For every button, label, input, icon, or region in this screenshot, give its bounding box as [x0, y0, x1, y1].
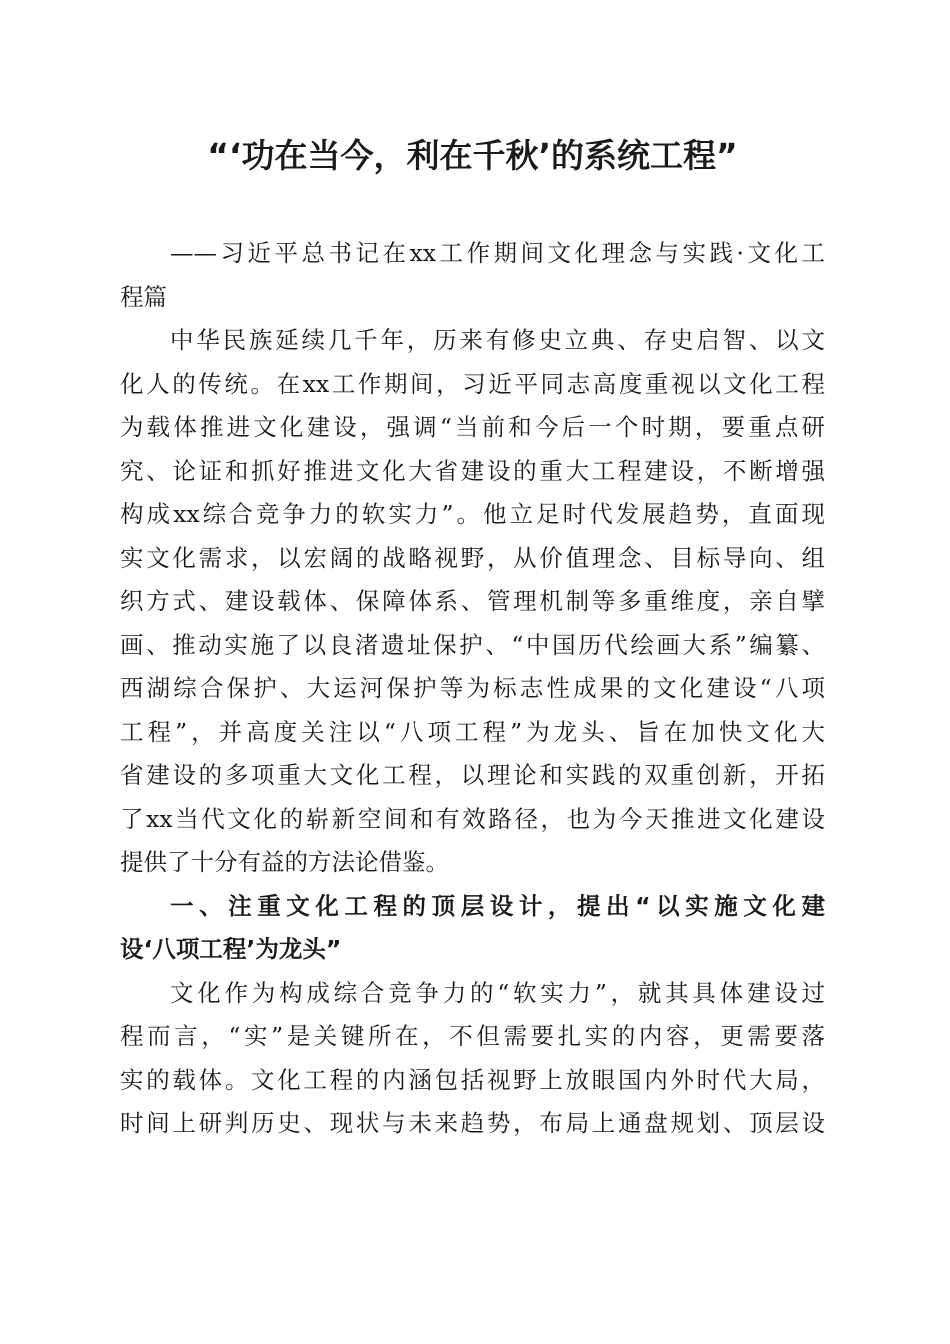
paragraph-line: 时间上研判历史、现状与未来趋势，布局上通盘规划、顶层设 [120, 1109, 825, 1137]
paragraph-line: 构成xx综合竞争力的软实力”。他立足时代发展趋势，直面现 [120, 500, 825, 528]
paragraph-line: 西湖综合保护、大运河保护等为标志性成果的文化建设“八项 [120, 674, 825, 702]
document-title: “‘功在当今，利在千秋’的系统工程” [207, 136, 738, 175]
paragraph-line: 化人的传统。在xx工作期间，习近平同志高度重视以文化工程 [120, 369, 825, 398]
section-heading-line: 一、注重文化工程的顶层设计，提出“以实施文化建 [170, 891, 825, 920]
paragraph-line: 究、论证和抓好推进文化大省建设的重大工程建设，不断增强 [120, 456, 825, 485]
paragraph-line: 实的载体。文化工程的内涵包括视野上放眼国内外时代大局， [120, 1065, 825, 1094]
paragraph-line: 中华民族延续几千年，历来有修史立典、存史启智、以文 [170, 326, 825, 354]
paragraph-line: 织方式、建设载体、保障体系、管理机制等多重维度，亲自擘 [120, 587, 825, 615]
paragraph-line: 画、推动实施了以良渚遗址保护、“中国历代绘画大系”编纂、 [120, 630, 825, 659]
paragraph-line: 文化作为构成综合竞争力的“软实力”，就其具体建设过 [170, 978, 825, 1007]
section-heading-line: 设‘八项工程’为龙头” [120, 935, 342, 963]
paragraph-line: 为载体推进文化建设，强调“当前和今后一个时期，要重点研 [120, 413, 825, 441]
paragraph-line: 提供了十分有益的方法论借鉴。 [120, 848, 449, 876]
paragraph-line: 工程”，并高度关注以“八项工程”为龙头、旨在加快文化大 [120, 717, 825, 746]
paragraph-line: 程而言，“实”是关键所在，不但需要扎实的内容，更需要落 [120, 1022, 825, 1050]
paragraph-line: 省建设的多项重大文化工程，以理论和实践的双重创新，开拓 [120, 761, 825, 789]
paragraph-line: 实文化需求，以宏阔的战略视野，从价值理念、目标导向、组 [120, 543, 825, 572]
subtitle-line: 程篇 [120, 282, 167, 311]
document-body [120, 232, 825, 1146]
subtitle-line: ——习近平总书记在xx工作期间文化理念与实践·文化工 [170, 239, 825, 267]
paragraph-line: 了xx当代文化的崭新空间和有效路径，也为今天推进文化建设 [120, 804, 825, 833]
